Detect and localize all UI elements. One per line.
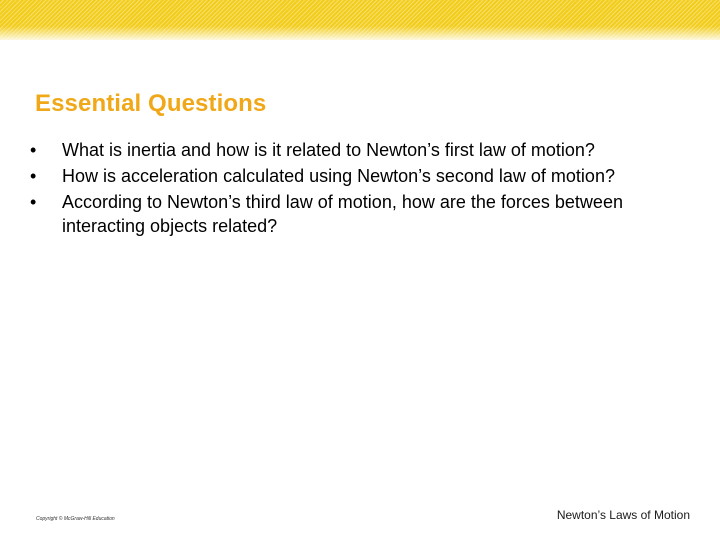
decorative-band-fade	[0, 26, 720, 40]
bullet-item	[30, 190, 700, 238]
bullet-text: According to Newton’s third law of motion, how are the forces between interacting objects related?	[62, 192, 623, 236]
bullet-marker: •	[30, 166, 37, 186]
bullet-text: How is acceleration calculated using Newton’s second law of motion?	[62, 166, 615, 186]
bullet-list	[30, 138, 700, 240]
copyright-notice: Copyright © McGraw-Hill Education	[36, 516, 115, 522]
bullet-marker: •	[30, 140, 37, 160]
bullet-item	[30, 138, 700, 162]
bullet-item	[30, 164, 700, 188]
bullet-text: What is inertia and how is it related to Newton’s first law of motion?	[62, 140, 595, 160]
slide-title: Essential Questions	[35, 90, 267, 117]
footer-title: Newton’s Laws of Motion	[556, 508, 690, 522]
bullet-marker: •	[30, 192, 37, 212]
